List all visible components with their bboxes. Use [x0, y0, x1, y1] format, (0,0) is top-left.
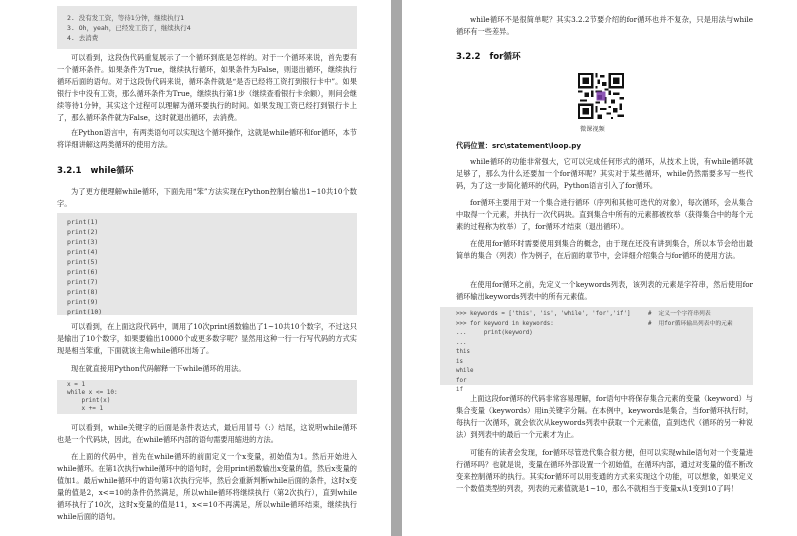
code-line: print(9) [67, 298, 99, 306]
code-location: 代码位置：src\statement\loop.py [456, 141, 582, 150]
code-line: while x <= 10: [67, 389, 118, 396]
code-line: print(6) [67, 268, 99, 276]
code-line: 4. 去消费 [67, 34, 99, 42]
code-line: print(2) [67, 228, 99, 236]
paragraph: 现在就直接用Python代码解释一下while循环的用法。 [71, 364, 246, 373]
section-number: 3.2.2 [456, 52, 481, 62]
code-line: ... [456, 339, 467, 346]
paragraph: 上面这段for循环的代码非常容易理解，for语句中将保存集合元素的变量（keyword）与集合变量（keywords）用in关键字分隔。在本例中，keywords是集合，当for循环执行时，每执行一次循环，就会依次从keywords列表中获取一个元素值，直到迭代（循环的另一种说法）到列表中的最后一个元素才为止。 [456, 394, 753, 439]
paragraph: 可能有的读者会发现，for循环尽管迭代集合很方便，但可以实现while语句对一个变量进行循环吗？也就是说，变量在循环外部设置一个初始值，在循环内部，通过对变量的值不断改变来控制循环的执行。其实for循环可以用变通的方式来实现这个功能，可以想象，如果定义一个数值类型的列表，列表的元素值就是1~10，那么不就相当于变量x从1变到10了吗！ [456, 448, 753, 493]
code-line: print(4) [67, 248, 99, 256]
paragraph: 可以看到，在上面这段代码中，调用了10次print函数输出了1~10共10个数字，不过这只是输出了10个数字，如果要输出10000个或更多数字呢？显然用这种一行一行写代码的方式实现是相当笨重，下面就该主角while循环出场了。 [57, 322, 357, 355]
code-line: print(8) [67, 288, 99, 296]
paragraph: 在上面的代码中，首先在while循环的前面定义一个x变量，初始值为1。然后开始进入while循环。在第1次执行while循环中的语句时，会用print函数输出x变量的值，然后x变量的值加1。最后while循环中的语句第1次执行完毕，然后会重新判断while后面的条件，这时x变量的值是2，x<=10的条件仍然满足，所以while循环将继续执行（第2次执行），直到while循环执行了10次，这时x变量的值是11，x<=10不再满足，所以while循环结束，继续执行while后面的语句。 [57, 452, 357, 521]
paragraph: 在使用for循环之前，先定义一个keywords列表，该列表的元素是字符串，然后使用for循环输出keywords列表中的所有元素值。 [456, 280, 753, 301]
code-line: print(x) [67, 397, 111, 404]
section-heading-for [456, 50, 521, 62]
pseudo-code-block [57, 6, 357, 49]
code-line: print(7) [67, 278, 99, 286]
paragraph: while循环不是很简单呢？其实3.2.2节要介绍的for循环也并不复杂，只是用法与while循环有一些差异。 [456, 15, 753, 36]
print-code-block [57, 213, 357, 315]
section-heading-while [57, 164, 133, 176]
qr-caption: 微课视频 [580, 126, 605, 133]
section-number: 3.2.1 [57, 166, 82, 176]
code-comment: # 用for循环输出列表中的元素 [648, 320, 733, 327]
code-line: >>> keywords = ['this', 'is', 'while', 'for','if'] # 定义一个字符串列表 [456, 310, 737, 320]
code-comment: # 定义一个字符串列表 [648, 311, 711, 317]
code-line: while [456, 368, 474, 374]
paragraph: 为了更方便理解while循环，下面先用“笨”方法实现在Python控制台输出1~10共10个数字。 [57, 187, 357, 208]
code-line: print(5) [67, 258, 99, 266]
code-line: is [456, 358, 463, 365]
code-line: for [456, 377, 467, 384]
code-line: this [456, 349, 470, 355]
code-line: ... print(keyword) [456, 330, 533, 336]
section-title: for循环 [489, 52, 521, 62]
for-code-block [440, 307, 753, 393]
paragraph: 在Python语言中，有两类语句可以实现这个循环操作，这就是while循环和for循环，本节将详细讲解这两类循环的使用方法。 [57, 128, 357, 149]
code-line: print(3) [67, 238, 99, 246]
code-line: 3. Oh，yeah，已经发工资了，继续执行4 [67, 24, 191, 32]
code-line: 2. 没有发工资，等待1分钟，继续执行1 [67, 14, 185, 22]
code-line: print(10) [67, 308, 103, 316]
while-code-block [57, 380, 357, 414]
section-title: while循环 [90, 166, 134, 176]
code-line: if [456, 387, 463, 393]
paragraph: 可以看到，这段伪代码重复展示了一个循环到底是怎样的。对于一个循环来说，首先要有一个循环条件。如果条件为True，继续执行循环，如果条件为False，则退出循环，继续执行循环后面的语句。对于这段伪代码来说，循环条件就是“是否已经将工资打到银行卡中”。如果银行卡中没有工资，那么循环条件为True，继续执行第1步（继续查看银行卡余额），则问会继续等待1分钟，其实这个过程可以理解为循环要执行的时间。如果发现工资已经打到银行卡上了，那么循环条件就为False，这时就退出循环，去消费。 [57, 53, 357, 122]
code-line: x += 1 [67, 405, 104, 412]
code-line: print(1) [67, 218, 99, 226]
paragraph: for循环主要用于对一个集合进行循环（序列和其他可迭代的对象），每次循环，会从集合中取得一个元素，并执行一次代码块。直到集合中所有的元素都被枚举（获得集合中的每个元素的过程称为枚举）了，for循环才结束（退出循环）。 [456, 198, 753, 231]
code-line: >>> for keyword in keywords: # 用for循环输出列表中的元素 [456, 320, 737, 330]
qr-code-icon[interactable] [578, 73, 624, 119]
paragraph: 在使用for循环时需要使用到集合的概念，由于现在还没有讲到集合，所以本节会给出最简单的集合（列表）作为例子，在后面的章节中，会详细介绍集合与for循环的使用方法。 [456, 239, 753, 260]
paragraph: 可以看到，while关键字的后面是条件表达式，最后用冒号（:）结尾，这说明while循环也是一个代码块，因此，在while循环内部的语句需要用缩进的方法。 [57, 423, 357, 444]
paragraph: while循环的功能非常强大，它可以完成任何形式的循环，从技术上说，有while循环就足够了，那么为什么还要加一个for循环呢？其实对于某些循环，while仍然需要多写一些代码，为了这一步简化循环的代码，Python语言引入了for循环。 [456, 157, 753, 190]
code-line: x = 1 [67, 381, 86, 388]
